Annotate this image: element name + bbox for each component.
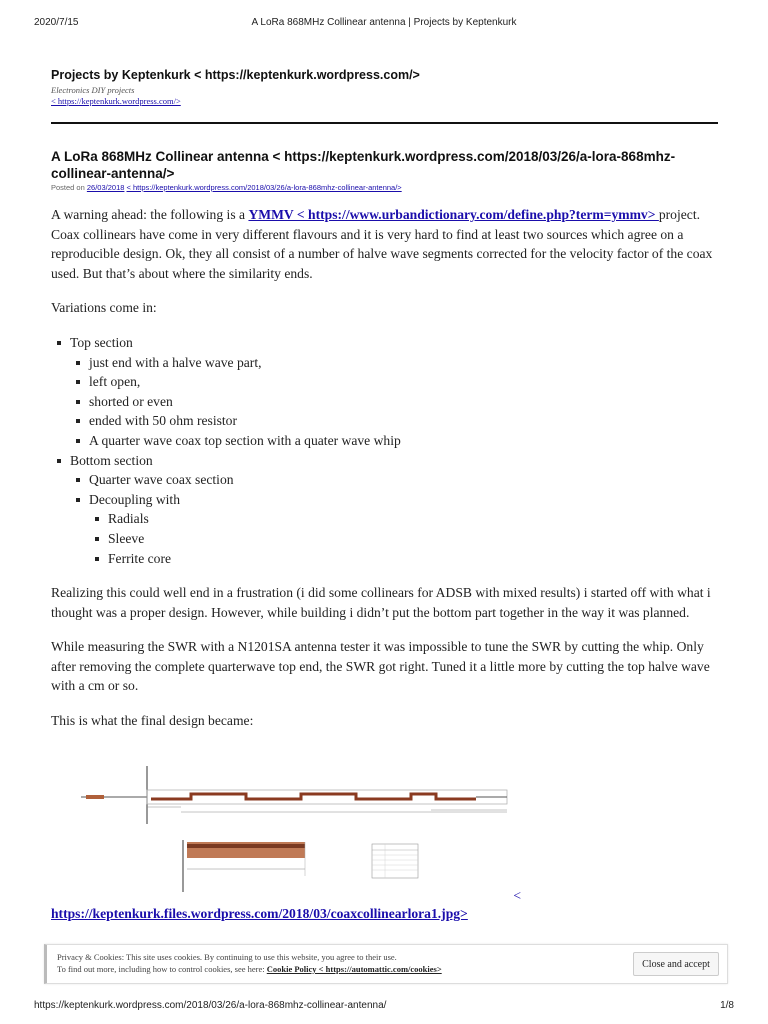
post-meta bbox=[51, 183, 718, 193]
intro-text-cont: project. Coax collinears have come in very different flavours and it is very hard to find at least two sources which agree on a reproducible design. Ok, they all consist of a number of halve wave segments corrected for the velocity factor of the coax used. But that’s about where the similarity ends. bbox=[51, 207, 713, 281]
close-and-accept-button[interactable]: Close and accept bbox=[633, 952, 719, 976]
list-item: left open, bbox=[89, 372, 723, 392]
paragraph-variations: Variations come in: bbox=[51, 300, 157, 316]
header-divider bbox=[51, 122, 718, 124]
list-item: Ferrite core bbox=[108, 549, 723, 569]
intro-text: A warning ahead: the following is a bbox=[51, 207, 249, 222]
diagram-dimension-table bbox=[372, 844, 418, 878]
list-item-decoupling: Decoupling with bbox=[89, 491, 180, 507]
list-item: shorted or even bbox=[89, 392, 723, 412]
list-item: Radials bbox=[108, 509, 723, 529]
top-sublist bbox=[70, 353, 723, 451]
cookie-policy-link[interactable]: Cookie Policy < https://automattic.com/cookies> bbox=[266, 964, 442, 974]
image-link[interactable]: https://keptenkurk.files.wordpress.com/2018/03/coaxcollinearlora1.jpg> bbox=[51, 906, 468, 921]
list-item bbox=[70, 333, 723, 451]
antenna-diagram-image[interactable] bbox=[51, 766, 521, 900]
list-item bbox=[89, 490, 723, 568]
cookie-text bbox=[57, 951, 442, 975]
list-item bbox=[70, 451, 723, 569]
posted-date-link[interactable]: 26/03/2018 bbox=[86, 183, 125, 192]
posted-permalink[interactable]: < https://keptenkurk.wordpress.com/2018/03/26/a-lora-868mhz-collinear-antenna/> bbox=[126, 183, 402, 192]
diagram-connector bbox=[86, 795, 104, 799]
ymmv-link[interactable]: YMMV < https://www.urbandictionary.com/define.php?term=ymmv> bbox=[248, 207, 659, 222]
list-item: just end with a halve wave part, bbox=[89, 353, 723, 373]
cookie-line2 bbox=[57, 963, 442, 975]
diagram-outline bbox=[147, 790, 507, 804]
bottom-sublist bbox=[70, 470, 723, 568]
print-date: 2020/7/15 bbox=[34, 17, 79, 28]
paragraph-final-design: This is what the final design became: bbox=[51, 713, 254, 729]
print-footer bbox=[34, 1000, 734, 1014]
print-footer-url: https://keptenkurk.wordpress.com/2018/03/26/a-lora-868mhz-collinear-antenna/ bbox=[34, 1000, 387, 1011]
decoupling-sublist bbox=[89, 509, 723, 568]
paragraph-intro bbox=[51, 205, 723, 283]
list-item: Sleeve bbox=[108, 529, 723, 549]
print-page-number: 1/8 bbox=[720, 1000, 734, 1011]
post-header bbox=[51, 148, 718, 193]
diagram-coax-segments bbox=[151, 794, 476, 799]
list-item: A quarter wave coax top section with a quater wave whip bbox=[89, 431, 723, 451]
list-item: Quarter wave coax section bbox=[89, 470, 723, 490]
site-title[interactable]: Projects by Keptenkurk < https://keptenkurk.wordpress.com/> bbox=[51, 68, 420, 82]
site-description: Electronics DIY projects bbox=[51, 85, 135, 95]
cookie-line1: Privacy & Cookies: This site uses cookies. By continuing to use this website, you agree to their use. bbox=[57, 952, 397, 962]
print-header bbox=[34, 17, 734, 31]
paragraph-realizing: Realizing this could well end in a frustration (i did some collinears for ADSB with mixed results) i started off with what i thought was a proper design. However, while building i didn’t put the bottom part together in the way it was planned. bbox=[51, 585, 711, 620]
list-item: ended with 50 ohm resistor bbox=[89, 411, 723, 431]
site-header bbox=[51, 67, 718, 107]
site-home-link[interactable]: < https://keptenkurk.wordpress.com/> bbox=[51, 96, 181, 106]
cookie-banner bbox=[44, 944, 728, 984]
post-title[interactable]: A LoRa 868MHz Collinear antenna < https://keptenkurk.wordpress.com/2018/03/26/a-lora-868mhz-collinear-antenna/> bbox=[51, 149, 676, 181]
post-content bbox=[51, 205, 723, 746]
variations-list bbox=[51, 333, 723, 568]
cookie-line2-text: To find out more, including how to control cookies, see here: bbox=[57, 964, 267, 974]
list-item-bottom: Bottom section bbox=[70, 452, 153, 468]
image-link-bracket[interactable]: < bbox=[513, 888, 521, 903]
print-document-title: A LoRa 868MHz Collinear antenna | Projects by Keptenkurk bbox=[251, 17, 517, 28]
list-item-top: Top section bbox=[70, 334, 133, 350]
paragraph-measuring: While measuring the SWR with a N1201SA antenna tester it was impossible to tune the SWR by cutting the whip. Only after removing the complete quarterwave top end, the SWR got right. Tuned it a little more by cutting the top halve wave with a cm or so. bbox=[51, 639, 710, 694]
posted-prefix: Posted on bbox=[51, 183, 85, 192]
